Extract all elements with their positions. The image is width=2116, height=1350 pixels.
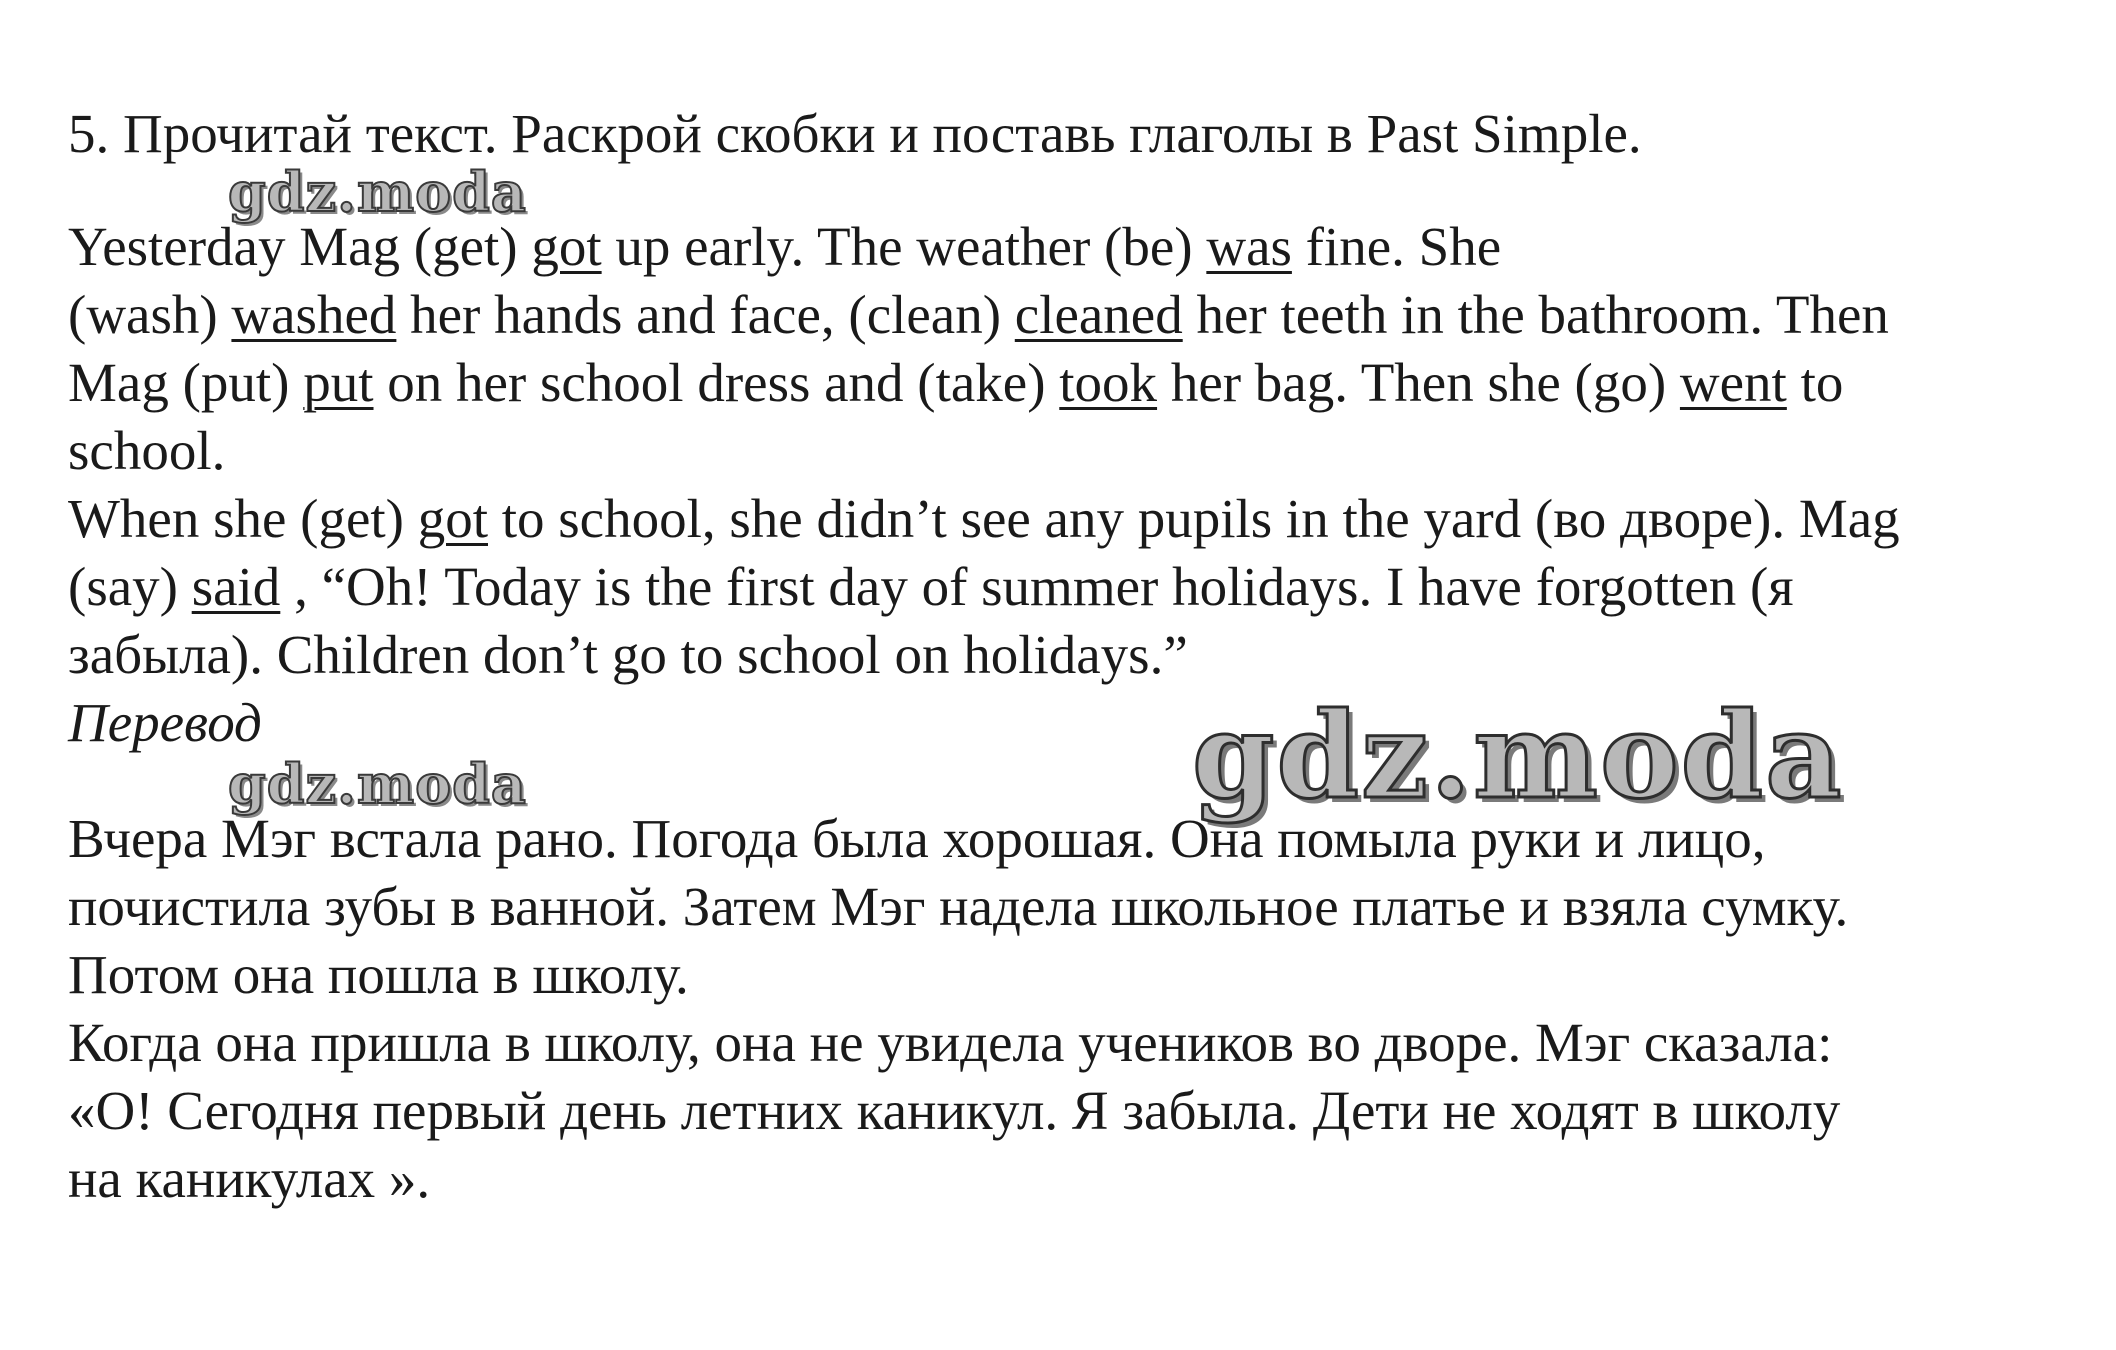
text-fragment: her bag. Then she (go) (1157, 352, 1680, 413)
text-fragment: her teeth in the bathroom. Then (1182, 284, 1889, 345)
text-fragment: on her school dress and (take) (373, 352, 1060, 413)
translation-line-4: Когда она пришла в школу, она не увидела учеников во дворе. Мэг сказала: (68, 1012, 1833, 1073)
answer-cleaned: cleaned (1014, 284, 1183, 345)
text-fragment: (wash) (68, 284, 232, 345)
text-fragment: her hands and face, (clean) (396, 284, 1015, 345)
english-line-7: забыла). Children don’t go to school on holidays.” (68, 624, 1188, 685)
task-heading: 5. Прочитай текст. Раскрой скобки и поставь глаголы в Past Simple. (68, 103, 1642, 164)
answer-got: got (531, 216, 602, 277)
text-fragment: When she (get) (68, 488, 418, 549)
text-fragment: to school, she didn’t see any pupils in the yard (во дворе). Mag (488, 488, 1900, 549)
text-fragment: Mag (put) (68, 352, 304, 413)
text-fragment: up early. The weather (be) (601, 216, 1207, 277)
answer-was: was (1206, 216, 1292, 277)
answer-went: went (1679, 352, 1787, 413)
english-line-5 (68, 485, 1900, 553)
answer-washed: washed (231, 284, 397, 345)
text-fragment: fine. She (1291, 216, 1502, 277)
english-line-6 (68, 553, 1794, 621)
answer-got-2: got (417, 488, 488, 549)
answer-took: took (1059, 352, 1158, 413)
answer-put: put (303, 352, 374, 413)
watermark-logo-small-top: gdz.moda (228, 160, 527, 224)
english-line-1 (68, 213, 1501, 281)
watermark-logo-large: gdz.moda (1192, 686, 1844, 825)
translation-line-1: Вчера Мэг встала рано. Погода была хорошая. Она помыла руки и лицо, (68, 808, 1766, 869)
english-line-3 (68, 349, 1843, 417)
translation-line-3: Потом она пошла в школу. (68, 944, 689, 1005)
text-fragment: (say) (68, 556, 192, 617)
translation-line-2: почистила зубы в ванной. Затем Мэг надела школьное платье и взяла сумку. (68, 876, 1849, 937)
translation-line-5: «О! Сегодня первый день летних каникул. Я забыла. Дети не ходят в школу (68, 1080, 1841, 1141)
english-line-2 (68, 281, 1889, 349)
translation-label: Перевод (68, 692, 262, 753)
text-fragment: Yesterday Mag (get) (68, 216, 532, 277)
text-fragment: to (1786, 352, 1844, 413)
english-line-4: school. (68, 420, 226, 481)
watermark-logo-small-bottom: gdz.moda (228, 752, 527, 816)
text-fragment: , “Oh! Today is the first day of summer holidays. I have forgotten (я (280, 556, 1794, 617)
translation-line-6: на каникулах ». (68, 1148, 431, 1209)
answer-said: said (191, 556, 281, 617)
